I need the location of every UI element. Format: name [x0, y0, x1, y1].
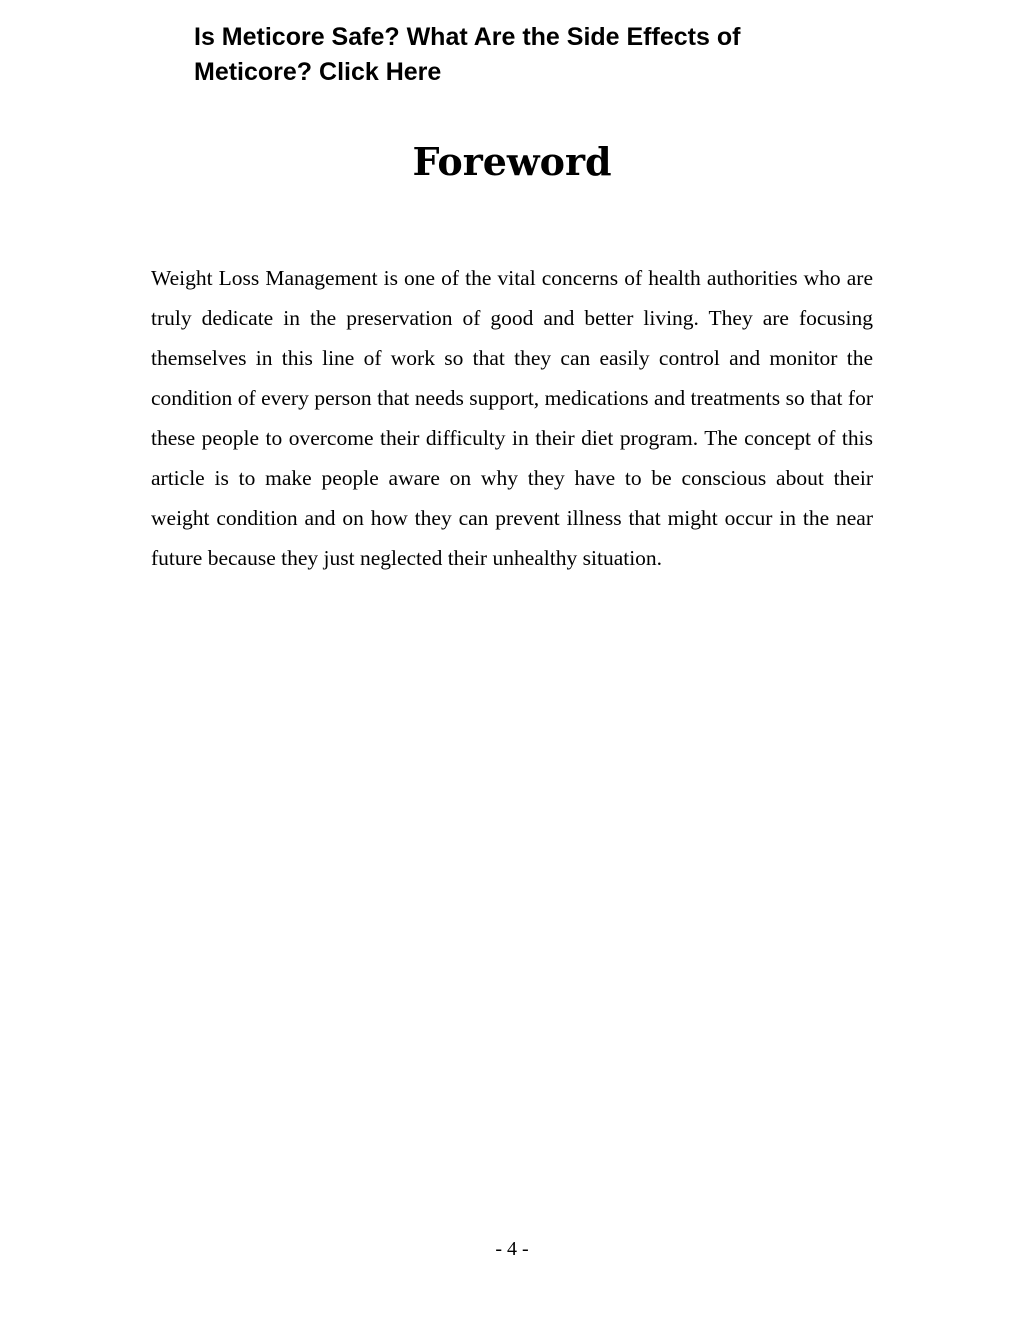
page-number: - 4 - [495, 1238, 529, 1260]
page-title: Foreword [412, 139, 612, 184]
header-link[interactable]: Is Meticore Safe? What Are the Side Effects of Meticore? Click Here [194, 23, 741, 86]
foreword-paragraph: Weight Loss Management is one of the vital concerns of health authorities who are truly dedicate in the preservation of good and better living. They are focusing themselves in this line of work so that they can easily control and monitor the condition of every person that needs support, medications and treatments so that for these people to overcome their difficulty in their diet program. The concept of this article is to make people aware on why they have to be conscious about their weight condition and on how they can prevent illness that might occur in the near future because they just neglected their unhealthy situation. [151, 266, 873, 570]
